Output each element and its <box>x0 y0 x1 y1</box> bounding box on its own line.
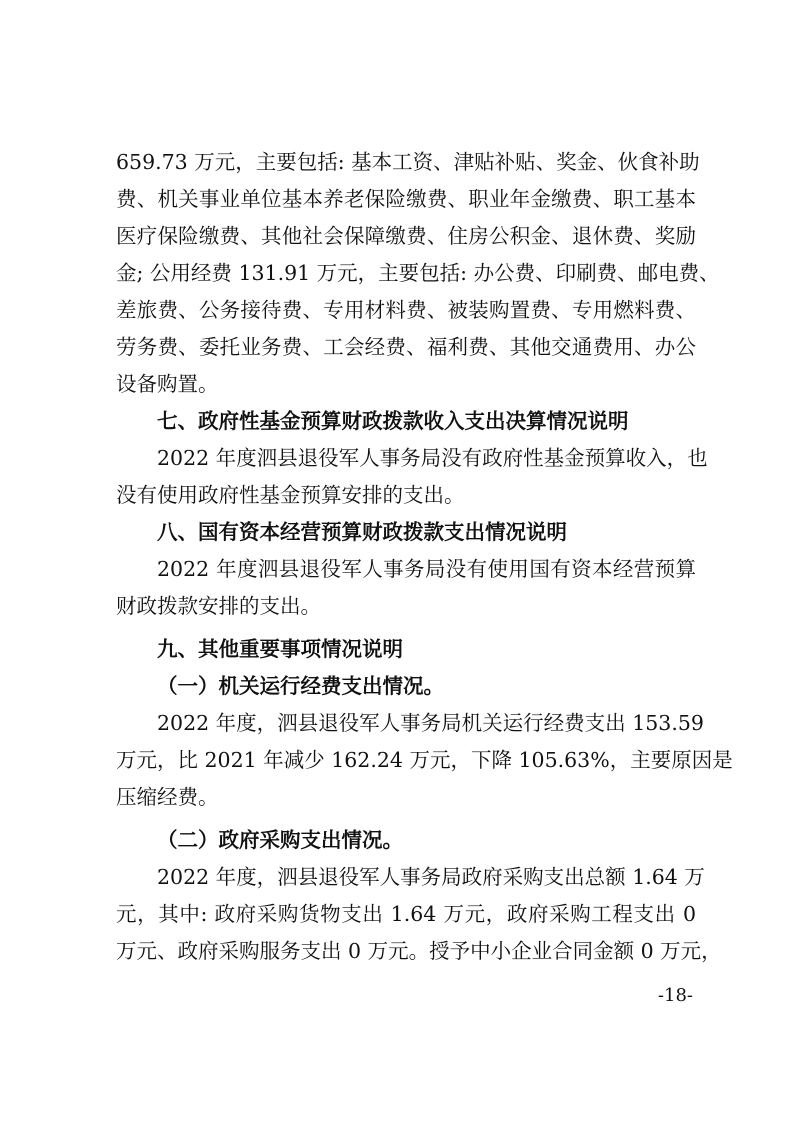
subsection-heading-operating-expenses: （一）机关运行经费支出情况。 <box>157 674 444 698</box>
text-line: 设备购置。 <box>116 372 219 396</box>
text-line: 压缩经费。 <box>116 785 219 809</box>
text-line: 元，其中: 政府采购货物支出 1.64 万元，政府采购工程支出 0 <box>116 902 696 926</box>
text-line: 医疗保险缴费、其他社会保障缴费、住房公积金、退休费、奖励 <box>116 224 696 248</box>
page-content <box>116 144 733 970</box>
paragraph-operating-expenses <box>116 705 733 816</box>
text-line: 2022 年度泗县退役军人事务局没有使用国有资本经营预算 <box>157 557 696 581</box>
paragraph-public-expenses <box>116 144 720 403</box>
paragraph-government-fund <box>116 440 708 514</box>
text-line: 万元、政府采购服务支出 0 万元。授予中小企业合同金额 0 万元， <box>116 939 722 963</box>
text-line: 万元，比 2021 年减少 162.24 万元，下降 105.63%，主要原因是 <box>116 748 733 772</box>
text-line: 差旅费、公务接待费、专用材料费、被装购置费、专用燃料费、 <box>116 298 696 322</box>
paragraph-state-capital <box>116 551 696 625</box>
text-line: 劳务费、委托业务费、工会经费、福利费、其他交通费用、办公 <box>116 335 696 359</box>
paragraph-procurement <box>116 859 722 970</box>
text-line: 659.73 万元，主要包括: 基本工资、津贴补贴、奖金、伙食补助 <box>116 150 700 174</box>
text-line: 没有使用政府性基金预算安排的支出。 <box>116 483 465 507</box>
text-line: 2022 年度，泗县退役军人事务局政府采购支出总额 1.64 万 <box>157 865 705 889</box>
section-heading-7: 七、政府性基金预算财政拨款收入支出决算情况说明 <box>157 409 629 433</box>
subsection-heading-procurement: （二）政府采购支出情况。 <box>157 828 403 852</box>
section-heading-8: 八、国有资本经营预算财政拨款支出情况说明 <box>157 520 567 544</box>
section-heading-9: 九、其他重要事项情况说明 <box>157 637 403 661</box>
page-number: -18- <box>657 985 693 1006</box>
text-line: 财政拨款安排的支出。 <box>116 594 321 618</box>
text-line: 2022 年度泗县退役军人事务局没有政府性基金预算收入，也 <box>157 446 708 470</box>
text-line: 金; 公用经费 131.91 万元，主要包括: 办公费、印刷费、邮电费、 <box>116 261 720 285</box>
text-line: 费、机关事业单位基本养老保险缴费、职业年金缴费、职工基本 <box>116 187 696 211</box>
text-line: 2022 年度，泗县退役军人事务局机关运行经费支出 153.59 <box>157 711 704 735</box>
